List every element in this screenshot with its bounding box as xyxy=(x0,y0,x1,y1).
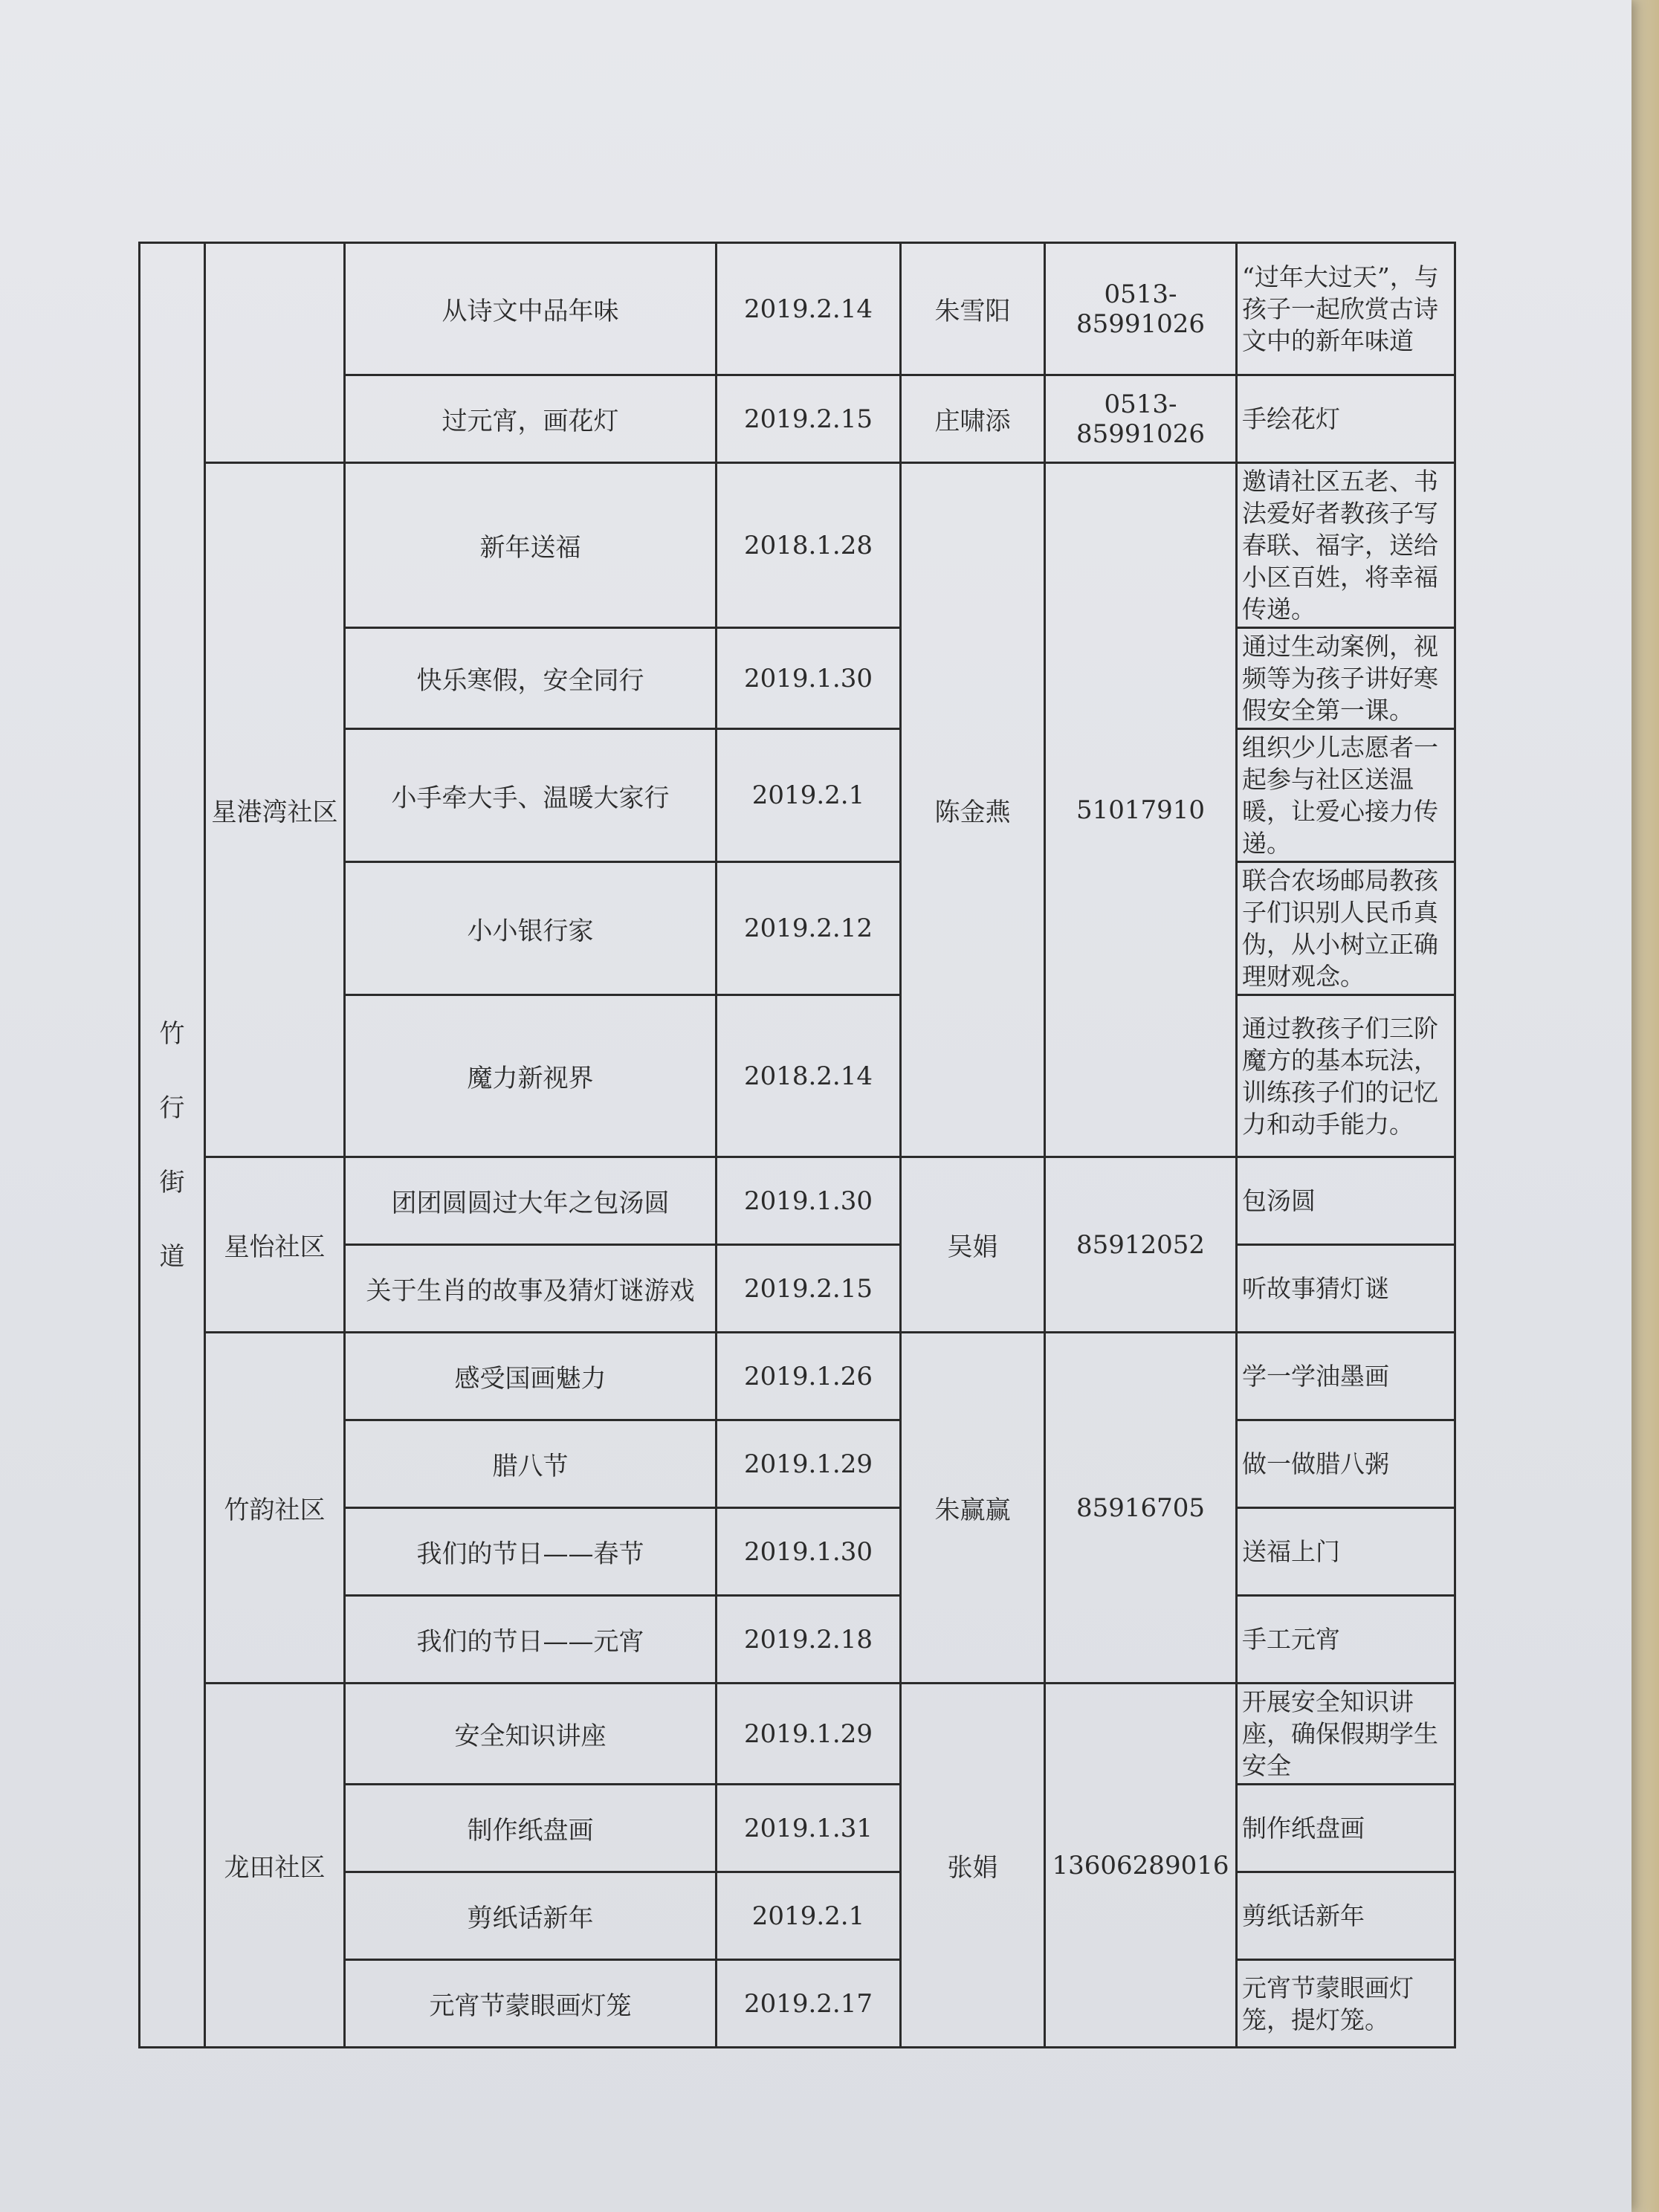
description-cell: 邀请社区五老、书法爱好者教孩子写春联、福字，送给小区百姓，将幸福传递。 xyxy=(1237,463,1455,628)
date-cell: 2018.2.14 xyxy=(717,995,901,1157)
description-cell: 开展安全知识讲座，确保假期学生安全 xyxy=(1237,1684,1455,1785)
date-cell: 2019.1.29 xyxy=(717,1420,901,1508)
date-cell: 2019.2.18 xyxy=(717,1596,901,1684)
contact-cell: 庄啸添 xyxy=(901,375,1045,463)
description-cell: 手绘花灯 xyxy=(1237,375,1455,463)
activity-cell: 团团圆圆过大年之包汤圆 xyxy=(345,1157,717,1245)
date-cell: 2019.2.1 xyxy=(717,1872,901,1960)
table-row xyxy=(140,1157,1455,1245)
activity-cell: 小小银行家 xyxy=(345,862,717,995)
table-row xyxy=(140,1333,1455,1420)
description-cell: 手工元宵 xyxy=(1237,1596,1455,1684)
description-cell: 联合农场邮局教孩子们识别人民币真伪，从小树立正确理财观念。 xyxy=(1237,862,1455,995)
description-cell: 剪纸话新年 xyxy=(1237,1872,1455,1960)
activity-cell: 安全知识讲座 xyxy=(345,1684,717,1785)
phone-cell: 51017910 xyxy=(1045,463,1237,1157)
activity-cell: 魔力新视界 xyxy=(345,995,717,1157)
community-cell: 星港湾社区 xyxy=(205,463,345,1157)
description-cell: 制作纸盘画 xyxy=(1237,1785,1455,1872)
phone-cell: 0513-85991026 xyxy=(1045,375,1237,463)
contact-cell: 朱雪阳 xyxy=(901,243,1045,375)
community-cell: 竹韵社区 xyxy=(205,1333,345,1684)
description-cell: 通过生动案例，视频等为孩子讲好寒假安全第一课。 xyxy=(1237,628,1455,729)
community-cell: 星怡社区 xyxy=(205,1157,345,1333)
date-cell: 2019.1.31 xyxy=(717,1785,901,1872)
community-cell: 龙田社区 xyxy=(205,1684,345,2048)
date-cell: 2019.1.30 xyxy=(717,1508,901,1596)
description-cell: 包汤圆 xyxy=(1237,1157,1455,1245)
contact-cell: 张娟 xyxy=(901,1684,1045,2048)
activity-cell: 从诗文中品年味 xyxy=(345,243,717,375)
activity-cell: 新年送福 xyxy=(345,463,717,628)
street-cell xyxy=(140,243,205,2048)
contact-cell: 吴娟 xyxy=(901,1157,1045,1333)
activity-cell: 剪纸话新年 xyxy=(345,1872,717,1960)
table-row xyxy=(140,1684,1455,1785)
community-cell-empty xyxy=(205,243,345,463)
contact-cell: 陈金燕 xyxy=(901,463,1045,1157)
activity-cell: 我们的节日——春节 xyxy=(345,1508,717,1596)
date-cell: 2018.1.28 xyxy=(717,463,901,628)
date-cell: 2019.2.14 xyxy=(717,243,901,375)
activity-cell: 我们的节日——元宵 xyxy=(345,1596,717,1684)
activity-cell: 快乐寒假，安全同行 xyxy=(345,628,717,729)
table-row xyxy=(140,463,1455,628)
activity-cell: 感受国画魅力 xyxy=(345,1333,717,1420)
phone-cell: 13606289016 xyxy=(1045,1684,1237,2048)
activity-cell: 小手牵大手、温暖大家行 xyxy=(345,729,717,862)
date-cell: 2019.1.29 xyxy=(717,1684,901,1785)
date-cell: 2019.1.26 xyxy=(717,1333,901,1420)
activity-cell: 腊八节 xyxy=(345,1420,717,1508)
description-cell: 学一学油墨画 xyxy=(1237,1333,1455,1420)
description-cell: 送福上门 xyxy=(1237,1508,1455,1596)
phone-cell: 85916705 xyxy=(1045,1333,1237,1684)
contact-cell: 朱赢赢 xyxy=(901,1333,1045,1684)
activity-cell: 元宵节蒙眼画灯笼 xyxy=(345,1960,717,2048)
description-cell: “过年大过天”，与孩子一起欣赏古诗文中的新年味道 xyxy=(1237,243,1455,375)
table-row xyxy=(140,243,1455,375)
description-cell: 听故事猜灯谜 xyxy=(1237,1245,1455,1333)
activity-cell: 制作纸盘画 xyxy=(345,1785,717,1872)
date-cell: 2019.2.1 xyxy=(717,729,901,862)
date-cell: 2019.1.30 xyxy=(717,1157,901,1245)
description-cell: 做一做腊八粥 xyxy=(1237,1420,1455,1508)
date-cell: 2019.2.15 xyxy=(717,375,901,463)
activity-schedule-table xyxy=(138,242,1456,2048)
activity-cell: 关于生肖的故事及猜灯谜游戏 xyxy=(345,1245,717,1333)
phone-cell: 0513-85991026 xyxy=(1045,243,1237,375)
date-cell: 2019.1.30 xyxy=(717,628,901,729)
description-cell: 组织少儿志愿者一起参与社区送温暖，让爱心接力传递。 xyxy=(1237,729,1455,862)
date-cell: 2019.2.15 xyxy=(717,1245,901,1333)
description-cell: 元宵节蒙眼画灯笼，提灯笼。 xyxy=(1237,1960,1455,2048)
description-cell: 通过教孩子们三阶魔方的基本玩法，训练孩子们的记忆力和动手能力。 xyxy=(1237,995,1455,1157)
date-cell: 2019.2.12 xyxy=(717,862,901,995)
phone-cell: 85912052 xyxy=(1045,1157,1237,1333)
street-name: 竹行街道 xyxy=(159,1018,185,1272)
date-cell: 2019.2.17 xyxy=(717,1960,901,2048)
activity-cell: 过元宵，画花灯 xyxy=(345,375,717,463)
